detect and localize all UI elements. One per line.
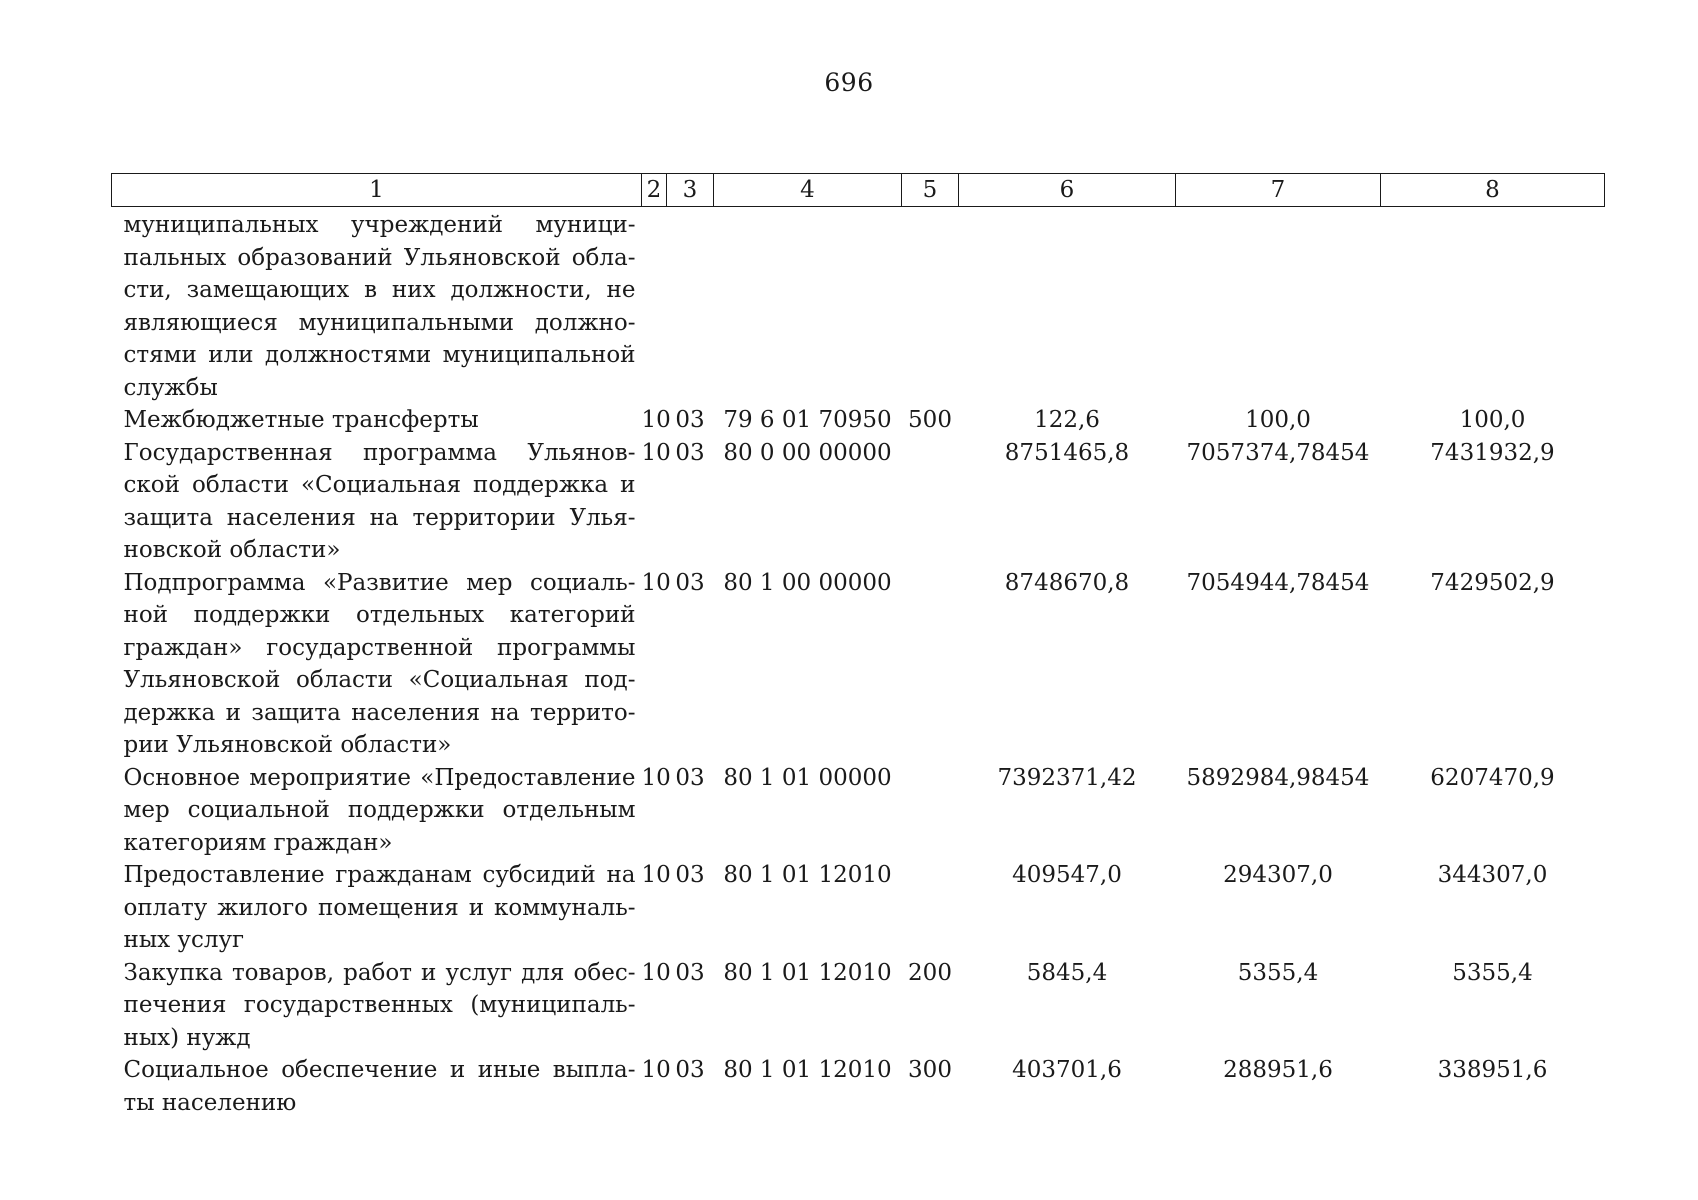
row-name: муниципальных учреждений муниципальных образований Ульяновской области, замещающих в них должности, не являющиеся муниципальными должностями или должностями муниципальной службы bbox=[123, 212, 636, 401]
row-amount-col6: 5845,4 bbox=[1026, 959, 1108, 986]
row-target-article-code: 80 0 00 00000 bbox=[723, 439, 892, 466]
row-amount-col7: 7057374,78454 bbox=[1186, 439, 1370, 466]
row-section-code: 10 bbox=[641, 407, 671, 433]
row-subsection-code bbox=[667, 207, 714, 405]
row-amount-col8: 344307,0 bbox=[1437, 862, 1548, 888]
row-expense-type-code bbox=[902, 567, 959, 762]
row-amount-col6: 403701,6 bbox=[1012, 1057, 1122, 1083]
row-name: Основное мероприятие «Предоставление мер социальной поддержки отдельным категориям граждан» bbox=[123, 764, 636, 856]
row-name: Государственная программа Ульяновской области «Социальная поддержка и защита населения на территории Ульяновской области» bbox=[123, 439, 636, 563]
row-amount-col8: 7429502,9 bbox=[1430, 569, 1555, 596]
table-row bbox=[112, 1054, 1605, 1119]
row-target-article-code: 80 1 01 12010 bbox=[723, 862, 892, 888]
row-expense-type-code bbox=[902, 207, 959, 405]
row-expense-type-code: 500 bbox=[908, 407, 952, 433]
row-amount-col7: 5355,4 bbox=[1237, 959, 1319, 986]
row-amount-col8: 5355,4 bbox=[1452, 959, 1533, 986]
row-expense-type-code: 300 bbox=[908, 1057, 952, 1083]
row-amount-col6 bbox=[959, 207, 1176, 405]
budget-table bbox=[111, 173, 1605, 1119]
row-amount-col7: 7054944,78454 bbox=[1186, 569, 1370, 596]
row-amount-col8 bbox=[1381, 207, 1605, 405]
row-amount-col7: 294307,0 bbox=[1223, 862, 1333, 888]
column-header: 6 bbox=[959, 174, 1176, 207]
row-target-article-code: 80 1 01 12010 bbox=[723, 959, 892, 986]
column-header: 8 bbox=[1381, 174, 1605, 207]
row-section-code: 10 bbox=[641, 1057, 671, 1083]
table-row bbox=[112, 404, 1605, 437]
row-amount-col8: 338951,6 bbox=[1437, 1057, 1548, 1083]
row-subsection-code: 03 bbox=[675, 862, 705, 888]
column-header: 1 bbox=[112, 174, 642, 207]
row-amount-col8: 6207470,9 bbox=[1430, 764, 1555, 791]
row-section-code: 10 bbox=[641, 569, 671, 596]
row-target-article-code bbox=[714, 207, 902, 405]
table-row bbox=[112, 859, 1605, 957]
row-subsection-code: 03 bbox=[675, 569, 705, 596]
table-row bbox=[112, 957, 1605, 1055]
row-section-code: 10 bbox=[641, 862, 671, 888]
row-subsection-code: 03 bbox=[675, 439, 705, 466]
page-number: 696 bbox=[824, 68, 874, 97]
row-section-code: 10 bbox=[641, 439, 671, 466]
table-row bbox=[112, 207, 1605, 405]
row-expense-type-code bbox=[902, 762, 959, 860]
table-row bbox=[112, 567, 1605, 762]
row-amount-col6: 122,6 bbox=[1034, 407, 1100, 433]
row-section-code: 10 bbox=[641, 764, 671, 791]
row-amount-col8: 100,0 bbox=[1459, 407, 1526, 433]
column-header: 2 bbox=[642, 174, 667, 207]
column-header: 5 bbox=[902, 174, 959, 207]
row-amount-col8: 7431932,9 bbox=[1430, 439, 1555, 466]
column-header: 7 bbox=[1176, 174, 1381, 207]
row-amount-col6: 8748670,8 bbox=[1004, 569, 1130, 596]
row-subsection-code: 03 bbox=[675, 407, 705, 433]
table-header-row bbox=[112, 174, 1605, 207]
column-header: 4 bbox=[714, 174, 902, 207]
row-amount-col7 bbox=[1176, 207, 1381, 405]
row-name: Закупка товаров, работ и услуг для обеспечения государственных (муниципальных) нужд bbox=[123, 959, 636, 1051]
row-target-article-code: 80 1 00 00000 bbox=[723, 569, 892, 596]
row-subsection-code: 03 bbox=[675, 959, 705, 986]
row-name: Межбюджетные трансферты bbox=[123, 407, 479, 433]
row-amount-col7: 288951,6 bbox=[1223, 1057, 1333, 1083]
row-section-code bbox=[642, 207, 667, 405]
row-target-article-code: 79 6 01 70950 bbox=[723, 407, 892, 433]
row-name: Социальное обеспечение и иные выплаты населению bbox=[123, 1057, 636, 1116]
row-amount-col6: 409547,0 bbox=[1012, 862, 1122, 888]
table-row bbox=[112, 762, 1605, 860]
row-expense-type-code: 200 bbox=[908, 959, 952, 986]
row-target-article-code: 80 1 01 12010 bbox=[723, 1057, 892, 1083]
row-expense-type-code bbox=[902, 437, 959, 567]
row-target-article-code: 80 1 01 00000 bbox=[723, 764, 892, 791]
row-name: Подпрограмма «Развитие мер социальной поддержки отдельных категорий граждан» государственной программы Ульяновской области «Социальная поддержка и защита населения на территории Ульяновской области» bbox=[123, 569, 636, 758]
column-header: 3 bbox=[667, 174, 714, 207]
row-expense-type-code bbox=[902, 859, 959, 957]
row-amount-col7: 5892984,98454 bbox=[1186, 764, 1370, 791]
row-subsection-code: 03 bbox=[675, 764, 705, 791]
row-amount-col6: 7392371,42 bbox=[997, 764, 1137, 791]
row-subsection-code: 03 bbox=[675, 1057, 705, 1083]
table-row bbox=[112, 437, 1605, 567]
row-amount-col6: 8751465,8 bbox=[1004, 439, 1130, 466]
row-name: Предоставление гражданам субсидий на оплату жилого помещения и коммунальных услуг bbox=[123, 862, 636, 953]
row-section-code: 10 bbox=[641, 959, 671, 986]
row-amount-col7: 100,0 bbox=[1245, 407, 1311, 433]
